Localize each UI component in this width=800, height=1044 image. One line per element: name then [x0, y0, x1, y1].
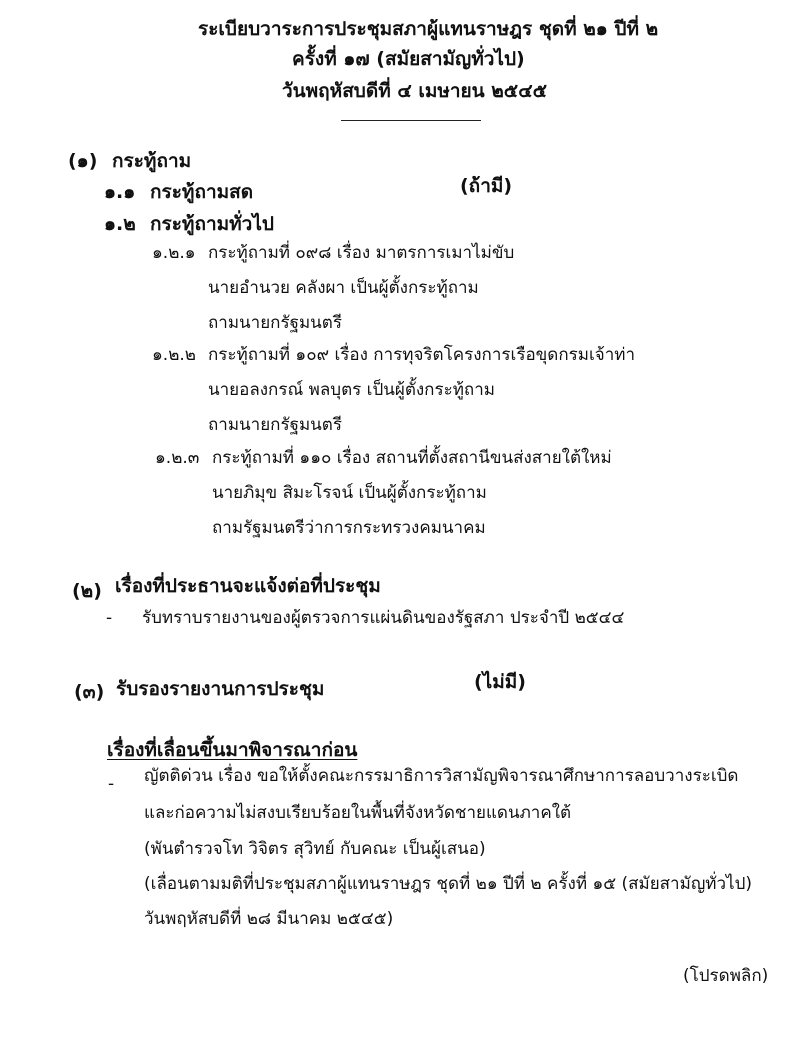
section-2-item: รับทราบรายงานของผู้ตรวจการแผ่นดินของรัฐสภา ประจำปี ๒๕๔๔ [142, 608, 625, 628]
postponed-bullet: - [108, 774, 115, 794]
question-3-line-1: กระทู้ถามที่ ๑๑๐ เรื่อง สถานที่ตั้งสถานีขนส่งสายใต้ใหม่ [212, 448, 612, 468]
postponed-line-5: วันพฤหัสบดีที่ ๒๘ มีนาคม ๒๕๔๕) [144, 909, 394, 929]
header-line-2: ครั้งที่ ๑๗ (สมัยสามัญทั่วไป) [292, 48, 525, 70]
section-3-title: รับรองรายงานการประชุม [116, 678, 325, 700]
question-2-line-2: นายอลงกรณ์ พลบุตร เป็นผู้ตั้งกระทู้ถาม [208, 380, 495, 400]
section-2-title: เรื่องที่ประธานจะแจ้งต่อที่ประชุม [115, 575, 381, 597]
header-divider [341, 120, 481, 121]
sub-1-1-note: (ถ้ามี) [460, 175, 513, 197]
section-2-number: (๒) [72, 580, 102, 602]
question-2-line-1: กระทู้ถามที่ ๑๐๙ เรื่อง การทุจริตโครงการเรือขุดกรมเจ้าท่า [208, 345, 636, 365]
section-1-number: (๑) [68, 150, 98, 172]
question-3-number: ๑.๒.๓ [155, 448, 200, 468]
question-3-line-3: ถามรัฐมนตรีว่าการกระทรวงคมนาคม [212, 518, 486, 538]
postponed-line-3: (พันตำรวจโท วิจิตร สุวิทย์ กับคณะ เป็นผู้เสนอ) [144, 839, 486, 859]
section-3-note: (ไม่มี) [474, 671, 526, 693]
section-3-number: (๓) [74, 681, 105, 703]
postponed-line-2: และก่อความไม่สงบเรียบร้อยในพื้นที่จังหวัดชายแดนภาคใต้ [144, 803, 572, 823]
question-1-number: ๑.๒.๑ [152, 243, 196, 263]
question-1-line-3: ถามนายกรัฐมนตรี [208, 313, 342, 333]
question-2-line-3: ถามนายกรัฐมนตรี [208, 415, 342, 435]
header-line-3: วันพฤหัสบดีที่ ๔ เมษายน ๒๕๔๕ [282, 80, 547, 102]
question-1-line-2: นายอำนวย คลังผา เป็นผู้ตั้งกระทู้ถาม [208, 278, 479, 298]
header-line-1: ระเบียบวาระการประชุมสภาผู้แทนราษฎร ชุดที่ ๒๑ ปีที่ ๒ [198, 18, 659, 40]
question-3-line-2: นายภิมุข สิมะโรจน์ เป็นผู้ตั้งกระทู้ถาม [212, 483, 487, 503]
section-1-title: กระทู้ถาม [112, 150, 192, 172]
sub-1-1-title: กระทู้ถามสด [150, 181, 254, 203]
turn-over-note: (โปรดพลิก) [683, 966, 769, 986]
postponed-line-4: (เลื่อนตามมติที่ประชุมสภาผู้แทนราษฎร ชุดที่ ๒๑ ปีที่ ๒ ครั้งที่ ๑๕ (สมัยสามัญทั่วไป) [144, 874, 753, 894]
question-1-line-1: กระทู้ถามที่ ๐๙๘ เรื่อง มาตรการเมาไม่ขับ [208, 243, 515, 263]
sub-1-2-number: ๑.๒ [104, 213, 136, 235]
postponed-line-1: ญัตติด่วน เรื่อง ขอให้ตั้งคณะกรรมาธิการวิสามัญพิจารณาศึกษาการลอบวางระเบิด [144, 766, 739, 786]
question-2-number: ๑.๒.๒ [152, 345, 197, 365]
sub-1-1-number: ๑.๑ [104, 181, 136, 203]
sub-1-2-title: กระทู้ถามทั่วไป [150, 213, 274, 235]
section-2-bullet: - [106, 608, 113, 628]
postponed-title: เรื่องที่เลื่อนขึ้นมาพิจารณาก่อน [107, 739, 358, 761]
